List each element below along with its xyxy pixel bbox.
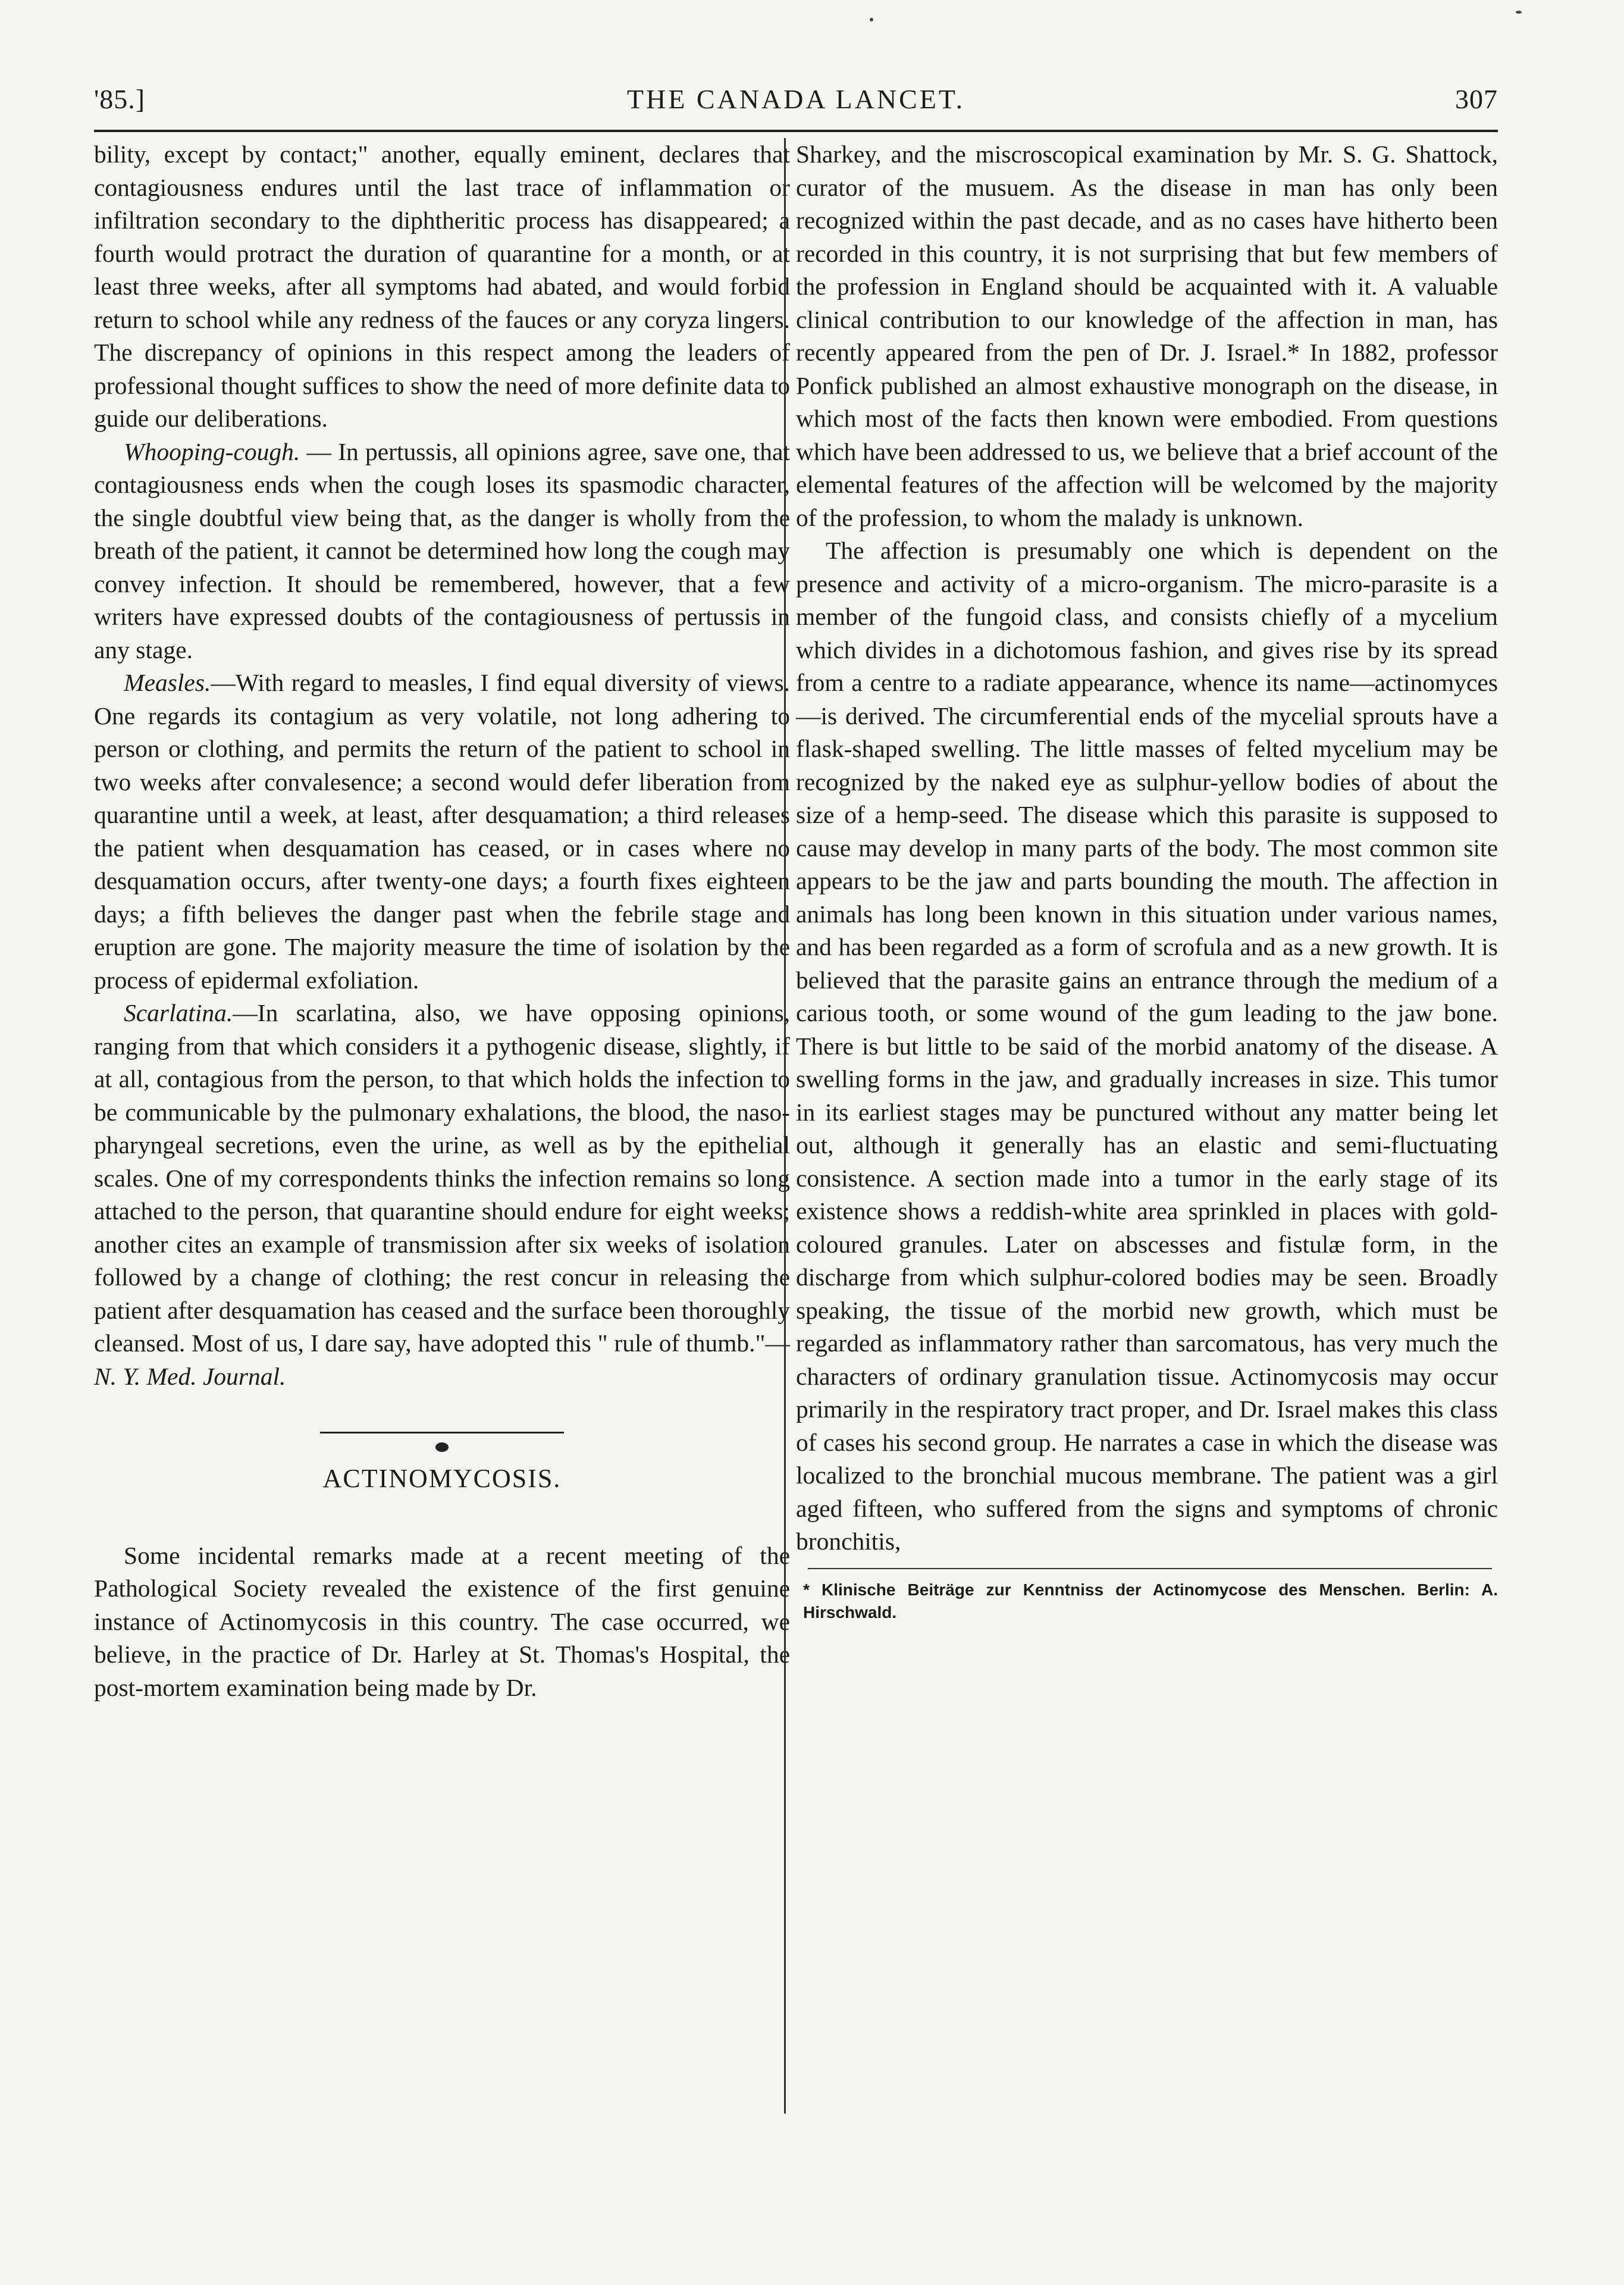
paragraph-continuation: Sharkey, and the miscroscopical examination by Mr. S. G. Shattock, curator of the musuem. As the disease in man has only been recognized within the past decade, and as no cases have hitherto been recorded in this country, it is not surprising that but few members of the profession in England should be acquainted with it. A valuable clinical contribution to our knowledge of the affection in man, has recently appeared from the pen of Dr. J. Israel.* In 1882, professor Ponfick published an almost exhaustive monograph on the disease, in which most of the facts then known were embodied. From questions which have been addressed to us, we believe that a brief account of the elemental features of the affection will be welcomed by the majority of the profession, to whom the malady is unknown. [796, 140, 1498, 531]
section-title: ACTINOMYCOSIS. [322, 1464, 562, 1493]
paragraph-whooping-cough [94, 436, 790, 667]
text-scarlatina: —In scarlatina, also, we have opposing opinions, ranging from that which considers it a pythogenic disease, slightly, if at all, contagious from the person, to that which holds the infection to be communicable by the pulmonary exhalations, the blood, the naso-pharyngeal secretions, even the urine, as well as by the epithelial scales. One of my correspondents thinks the infection remains so long attached to the person, that quarantine should endure for eight weeks; another cites an example of transmission after six weeks of isolation followed by a change of clothing; the rest concur in releasing the patient after desquamation has ceased and the surface been thoroughly cleansed. Most of us, I dare say, have adopted this " rule of thumb."— [94, 999, 790, 1357]
paragraph-affection: The affection is presumably one which is dependent on the presence and activity of a micro-organism. The micro-parasite is a member of the fungoid class, and consists chiefly of a mycelium which divides in a dichotomous fashion, and gives rise by its spread from a centre to a radiate appearance, whence its name—actinomyces—is derived. The circumferential ends of the mycelial sprouts have a flask-shaped swelling. The little masses of felted mycelium may be recognized by the naked eye as sulphur-yellow bodies of about the size of a hemp-seed. The disease which this parasite is supposed to cause may develop in many parts of the body. The most common site appears to be the jaw and parts bounding the mouth. The affection in animals has long been known in this situation under various names, and has been regarded as a form of scrofula and as a new growth. It is believed that the parasite gains an entrance through the medium of a carious tooth, or some wound of the gum leading to the jaw bone. There is but little to be said of the morbid anatomy of the disease. A swelling forms in the jaw, and gradually increases in size. This tumor in its earliest stages may be punctured without any matter being let out, although it generally has an elastic and semi-fluctuating consistence. A section made into a tumor in the early stage of its existence shows a reddish-white area sprinkled in places with gold-coloured granules. Later on abscesses and fistulæ form, in the discharge from which sulphur-colored bodies may be seen. Broadly speaking, the tissue of the morbid new growth, which must be regarded as inflammatory rather than sarcomatous, has very much the characters of ordinary granulation tissue. Actinomycosis may occur primarily in the respiratory tract proper, and Dr. Israel makes this class of cases his second group. He narrates a case in which the disease was localized to the bronchial mucous membrane. The patient was a girl aged fifteen, who suffered from the signs and symptoms of chronic bronchitis, [796, 537, 1498, 1555]
right-column [796, 138, 1498, 1624]
text-whooping-cough: — In pertussis, all opinions agree, save one, that contagiousness ends when the cough loses its spasmodic character, the single doubtful view being that, as the danger is wholly from the breath of the patient, it cannot be determined how long the cough may convey infection. It should be remembered, however, that a few writers have expressed doubts of the contagiousness of pertussis in any stage. [94, 437, 790, 663]
subhead-whooping-cough: Whooping-cough. [124, 437, 300, 465]
subhead-measles: Measles. [124, 669, 211, 696]
header-year: '85.] [94, 84, 146, 114]
footnote-rule [808, 1568, 1492, 1569]
journal-title: THE CANADA LANCET. [626, 84, 965, 114]
ornament-dot [435, 1442, 449, 1452]
paragraph-measles [94, 666, 790, 997]
footnote: * Klinische Beiträge zur Kenntniss der Actinomycose des Menschen. Berlin: A. Hirschwald. [803, 1580, 1498, 1622]
source-citation: N. Y. Med. Journal. [94, 1362, 286, 1390]
subhead-scarlatina: Scarlatina. [124, 999, 233, 1026]
paragraph-diphtheria: bility, except by contact;" another, equally eminent, declares that contagiousness endures until the last trace of inflammation or infiltration secondary to the diphtheritic process has disappeared; a fourth would protract the duration of quarantine for a month, or at least three weeks, after all symptoms had abated, and would forbid return to school while any redness of the fauces or any coryza lingers. The discrepancy of opinions in this respect among the leaders of professional thought suffices to show the need of more definite data to guide our deliberations. [94, 140, 790, 432]
text-measles: —With regard to measles, I find equal diversity of views. One regards its contagium as very volatile, not long adhering to person or clothing, and permits the return of the patient to school in two weeks after convalesence; a second would defer liberation from quarantine until a week, at least, after desquamation; a third releases the patient when desquamation has ceased, or in cases where no desquamation occurs, after twenty-one days; a fourth fixes eighteen days; a fifth believes the danger past when the febrile stage and eruption are gone. The majority measure the time of isolation by the process of epidermal exfoliation. [94, 669, 790, 994]
paragraph-actinomycosis-intro: Some incidental remarks made at a recent meeting of the Pathological Society revealed the existence of the first genuine instance of Actinomycosis in this country. The case occurred, we believe, in the practice of Dr. Harley at St. Thomas's Hospital, the post-mortem examination being made by Dr. [94, 1541, 790, 1701]
print-speck [870, 18, 873, 21]
print-speck [1516, 11, 1522, 14]
header-rule [94, 130, 1498, 132]
page-header [94, 83, 1498, 125]
page-number: 307 [1455, 84, 1498, 114]
section-ornament [94, 1426, 790, 1438]
paragraph-scarlatina [94, 997, 790, 1393]
left-column [94, 138, 790, 1704]
